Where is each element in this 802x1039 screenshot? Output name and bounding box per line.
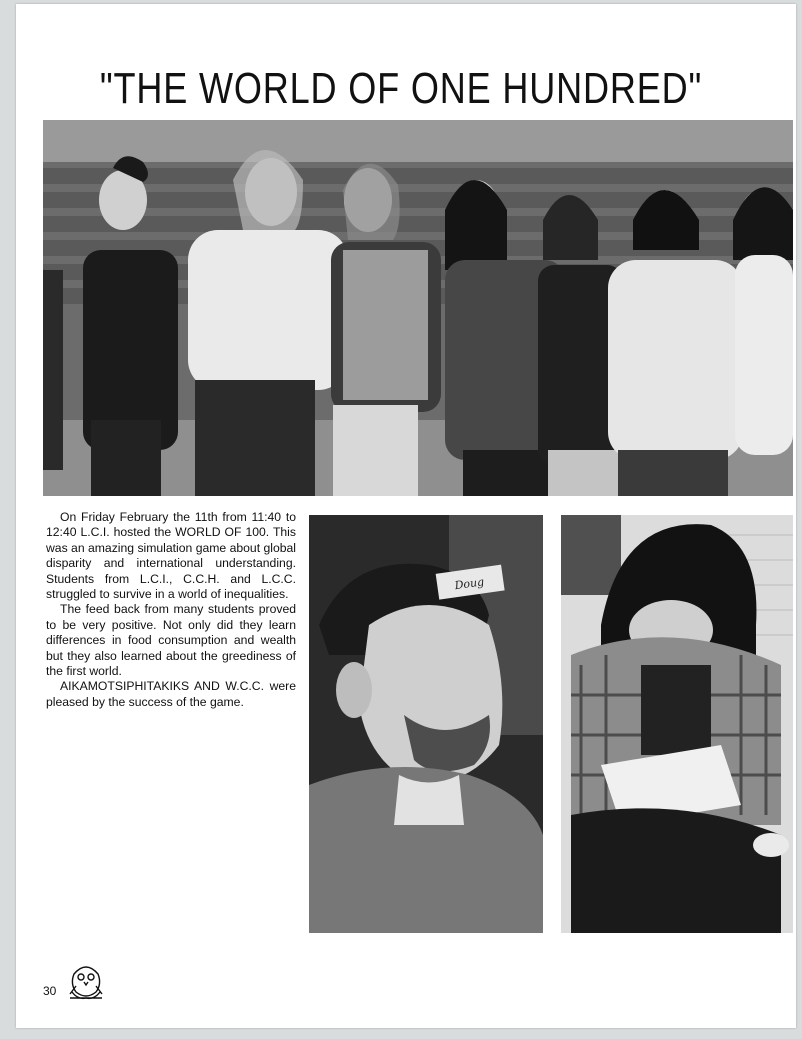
owl-mascot-icon (64, 962, 108, 1002)
group-photo (43, 120, 793, 496)
article-body (46, 510, 296, 710)
student-reading-photo (561, 515, 793, 933)
name-tag-text: Doug (453, 575, 485, 593)
article-paragraph: The feed back from many students proved to be very positive. Not only did they learn differences in food consumption and wealth but they also learned about the greediness of the first world. (46, 602, 296, 679)
article-paragraph: AIKAMOTSIPHITAKIKS AND W.C.C. were pleased by the success of the game. (46, 679, 296, 709)
page-title: "THE WORLD OF ONE HUNDRED" (99, 64, 703, 113)
article-paragraph: On Friday February the 11th from 11:40 to 12:40 L.C.I. hosted the WORLD OF 100. This was an amazing simulation game about global disparity and international understanding. Students from L.C.I., C.C.H. and L.C.C. struggled to survive in a world of inequalities. (46, 510, 296, 602)
page-number: 30 (43, 984, 57, 998)
student-profile-photo (309, 515, 543, 933)
